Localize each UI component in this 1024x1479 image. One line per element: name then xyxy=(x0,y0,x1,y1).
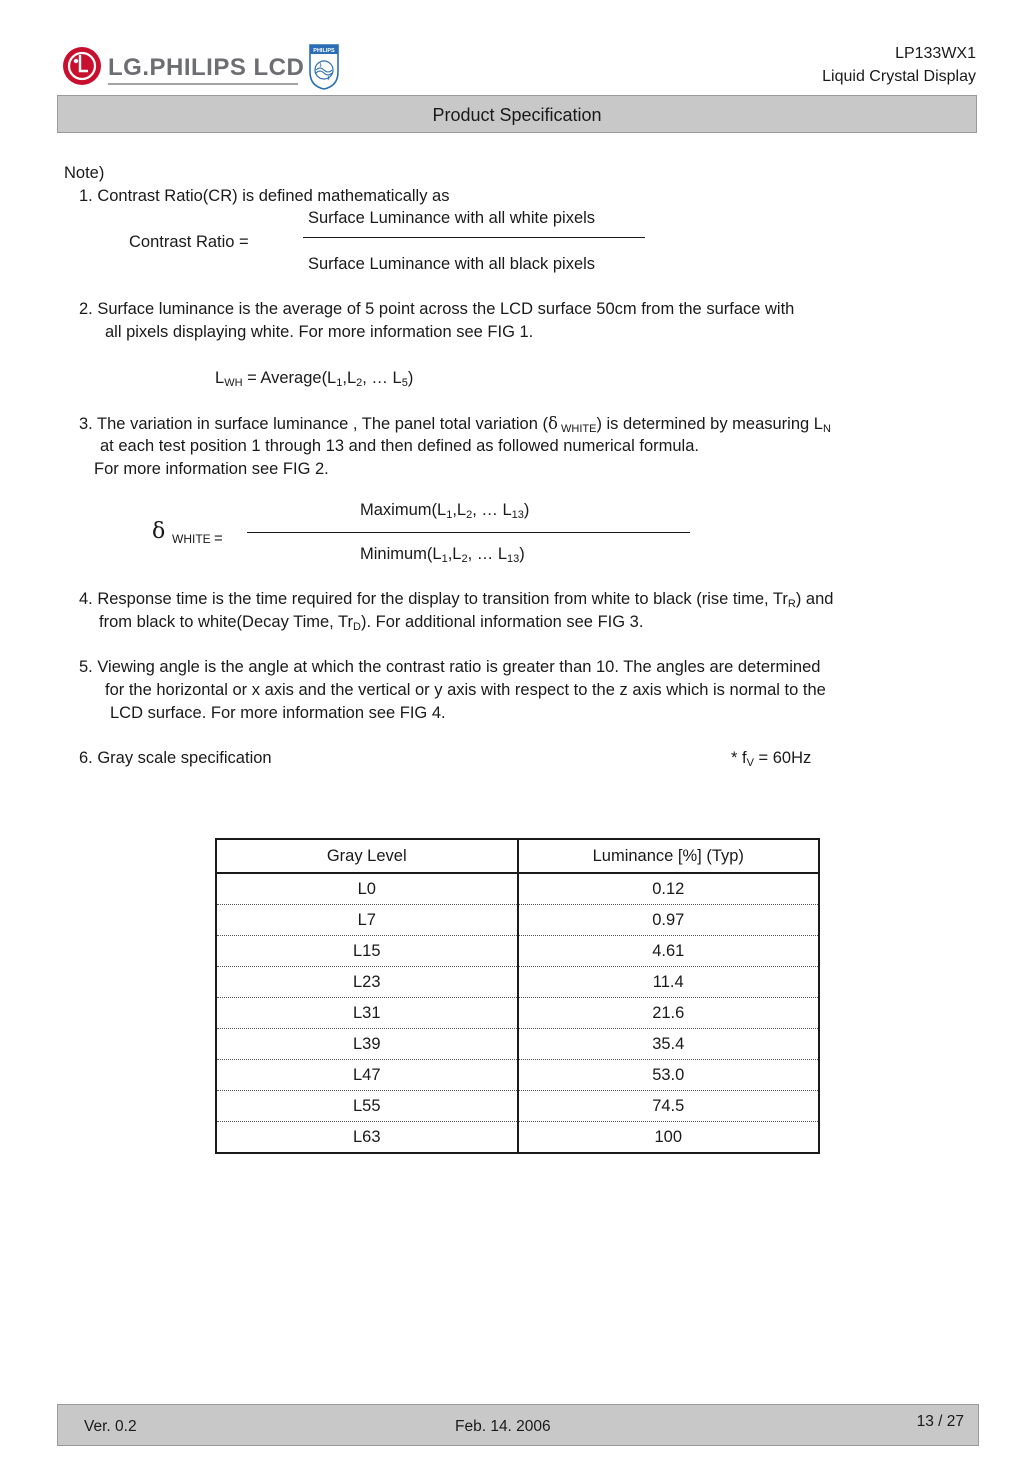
page-title: Product Specification xyxy=(432,105,602,125)
note-4-line-2: from black to white(Decay Time, $Tr_D$). For additional information see FIG 3. xyxy=(99,613,644,633)
luminance-cell: 0.97 xyxy=(518,905,820,936)
note-3-line-3: For more information see FIG 2. xyxy=(94,460,329,478)
gray-level-cell: L63 xyxy=(216,1122,518,1154)
table-row xyxy=(216,1122,819,1154)
philips-shield-icon xyxy=(310,45,338,89)
luminance-cell: 0.12 xyxy=(518,873,820,905)
note-heading: Note) xyxy=(64,164,105,182)
table-row xyxy=(216,936,819,967)
note-4-line-1: 4. Response time is the time required for the display to transition from white to black (rise time, $Tr_R$) and xyxy=(79,590,834,610)
note-3-line-1: 3. The variation in surface luminance , The panel total variation (δ $_{WHITE}$) is determined by measuring $L_N$ xyxy=(79,414,831,435)
gray-level-cell: L31 xyxy=(216,998,518,1029)
column-header-luminance: Luminance [%] (Typ) xyxy=(518,839,820,873)
document-subtitle: Liquid Crystal Display xyxy=(822,68,976,85)
lg-philips-logo xyxy=(62,42,342,90)
note-2-line-1: 2. Surface luminance is the average of 5 point across the LCD surface 50cm from the surface with xyxy=(79,300,795,318)
note-5-line-2: for the horizontal or x axis and the vertical or y axis with respect to the z axis which is normal to the xyxy=(105,681,826,699)
title-bar xyxy=(57,95,977,133)
note-3-line-2: at each test position 1 through 13 and then defined as followed numerical formula. xyxy=(100,437,699,455)
gray-level-cell: L15 xyxy=(216,936,518,967)
luminance-cell: 21.6 xyxy=(518,998,820,1029)
gray-level-cell: L23 xyxy=(216,967,518,998)
luminance-cell: 11.4 xyxy=(518,967,820,998)
cr-denominator: Surface Luminance with all black pixels xyxy=(308,255,596,273)
luminance-cell: 35.4 xyxy=(518,1029,820,1060)
gray-level-cell: L55 xyxy=(216,1091,518,1122)
version-label: Ver. 0.2 xyxy=(84,1418,137,1435)
gray-scale-table xyxy=(215,838,820,1154)
svg-text:PHILIPS: PHILIPS xyxy=(313,48,335,54)
luminance-cell: 4.61 xyxy=(518,936,820,967)
table-header-row xyxy=(216,839,819,873)
table-row xyxy=(216,905,819,936)
note-6-text: 6. Gray scale specification xyxy=(79,749,272,767)
logo-wordmark: LG.PHILIPS LCD xyxy=(108,54,305,81)
delta-symbol: δ xyxy=(152,519,166,544)
model-number: LP133WX1 xyxy=(895,45,976,62)
table-row xyxy=(216,873,819,905)
table-row xyxy=(216,1091,819,1122)
gray-level-cell: L47 xyxy=(216,1060,518,1091)
luminance-cell: 74.5 xyxy=(518,1091,820,1122)
gray-level-cell: L7 xyxy=(216,905,518,936)
lwh-formula: $L_{WH}$ = $Average(L_1,L_2$, … $L_5$) xyxy=(215,369,414,389)
note-2-line-2: all pixels displaying white. For more information see FIG 1. xyxy=(105,323,534,341)
delta-white-label: WHITE = xyxy=(172,530,223,547)
variation-numerator: $Maximum(L_1,L_2$, … $L_{13}$) xyxy=(360,501,530,521)
luminance-cell: 100 xyxy=(654,1127,683,1146)
table-row xyxy=(216,1029,819,1060)
table-row xyxy=(216,967,819,998)
frame-frequency: * $f_V = 60Hz$ xyxy=(731,749,812,769)
footer-bar xyxy=(57,1404,979,1446)
cr-numerator: Surface Luminance with all white pixels xyxy=(308,209,596,227)
note-5-line-3: LCD surface. For more information see FIG 4. xyxy=(110,704,446,722)
table-row xyxy=(216,1060,819,1091)
note-1-text: 1. Contrast Ratio(CR) is defined mathematically as xyxy=(79,187,450,205)
luminance-cell: 53.0 xyxy=(518,1060,820,1091)
variation-denominator: $Minimum(L_1,L_2$, … $L_{13}$) xyxy=(360,545,525,565)
page-number: 13 / 27 xyxy=(916,1413,964,1430)
note-5-line-1: 5. Viewing angle is the angle at which the contrast ratio is greater than 10. The angles are determined xyxy=(79,658,821,676)
date-label: Feb. 14. 2006 xyxy=(455,1418,551,1435)
gray-level-cell: L39 xyxy=(216,1029,518,1060)
gray-level-cell: L0 xyxy=(216,873,518,905)
column-header-gray-level: Gray Level xyxy=(216,839,518,873)
cr-lhs: Contrast Ratio = xyxy=(129,233,249,251)
cr-fraction-line xyxy=(303,237,645,238)
table-row xyxy=(216,998,819,1029)
variation-fraction-line xyxy=(247,532,690,533)
